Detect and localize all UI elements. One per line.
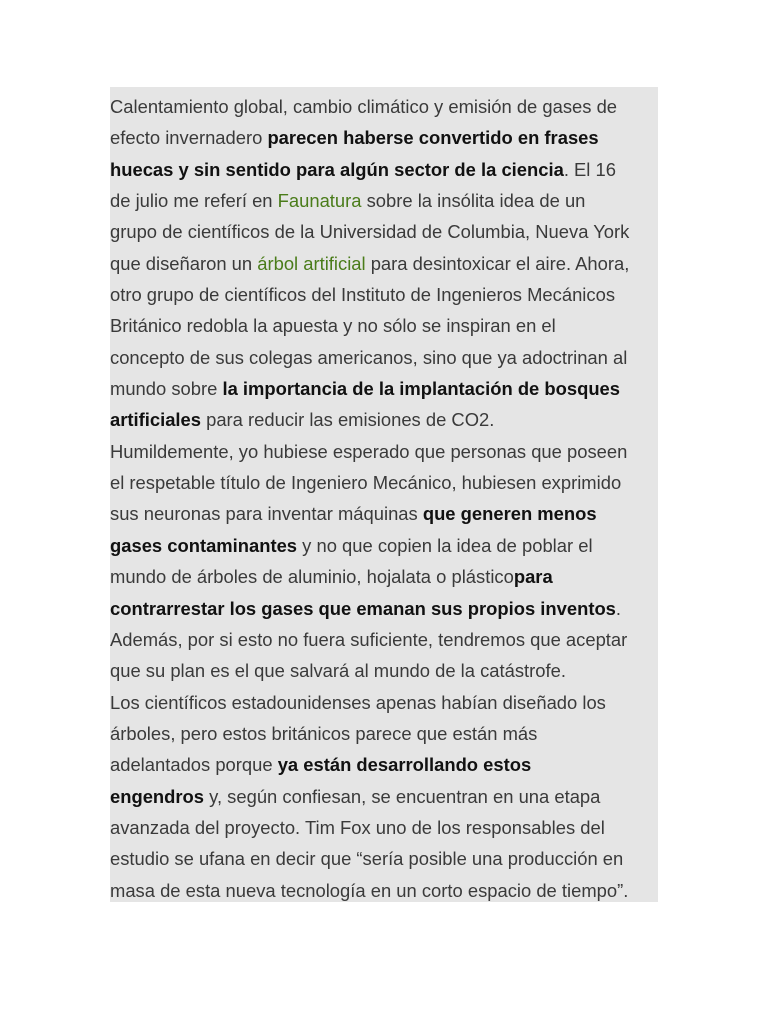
text-segment: otro grupo de científicos del Instituto de Ingenieros Mecánicos [110, 284, 616, 306]
text-line [110, 342, 658, 373]
text-segment: Calentamiento global, cambio climático y emisión de gases de [110, 96, 618, 117]
text-line [110, 843, 658, 874]
text-segment: masa de esta nueva tecnología en un corto espacio de tiempo”. [110, 879, 629, 901]
text-line [110, 373, 658, 404]
text-segment: estudio se ufana en decir que “sería posible una producción en [110, 848, 624, 870]
text-line [110, 561, 658, 592]
text-segment: árboles, pero estos británicos parece que están más [110, 722, 538, 744]
text-line [110, 781, 658, 812]
text-segment: adelantados porque [110, 754, 278, 776]
bold-text: la importancia de la implantación de bosques [222, 378, 621, 400]
text-line [110, 624, 658, 655]
bold-text: para [513, 566, 553, 588]
text-segment: . El 16 [563, 158, 616, 180]
text-line [110, 749, 658, 780]
text-line [110, 436, 658, 467]
text-segment: Además, por si esto no fuera suficiente, tendremos que aceptar [110, 628, 628, 650]
bold-text: ya están desarrollando estos [277, 754, 532, 776]
text-segment: . [615, 597, 622, 619]
text-line [110, 687, 658, 718]
text-segment: el respetable título de Ingeniero Mecánico, hubiesen exprimido [110, 472, 622, 494]
text-line [110, 812, 658, 843]
bold-text: parecen haberse convertido en frases [267, 127, 599, 149]
text-segment: sobre la insólita idea de un [361, 190, 586, 212]
text-line [110, 467, 658, 498]
text-segment: avanzada del proyecto. Tim Fox uno de los responsables del [110, 816, 605, 838]
bold-text: contrarrestar los gases que emanan sus propios inventos [110, 597, 616, 619]
text-line [110, 248, 658, 279]
text-segment: sus neuronas para inventar máquinas [110, 503, 423, 525]
text-line [110, 875, 658, 906]
text-segment: concepto de sus colegas americanos, sino que ya adoctrinan al [110, 346, 628, 368]
text-segment: mundo sobre [110, 378, 223, 400]
text-line [110, 185, 658, 216]
article-text-block [110, 87, 658, 902]
text-link[interactable]: Faunatura [277, 190, 362, 212]
text-segment: efecto invernadero [110, 127, 268, 149]
text-line [110, 279, 658, 310]
text-segment: y no que copien la idea de poblar el [297, 534, 593, 556]
text-segment: mundo de árboles de aluminio, hojalata o plástico [110, 566, 514, 588]
text-line [110, 154, 658, 185]
text-segment: Británico redobla la apuesta y no sólo se inspiran en el [110, 315, 556, 337]
text-line [110, 216, 658, 247]
text-segment: que diseñaron un [110, 252, 258, 274]
text-segment: grupo de científicos de la Universidad de Columbia, Nueva York [110, 221, 630, 243]
text-line [110, 404, 658, 435]
text-segment: Humildemente, yo hubiese esperado que personas que poseen [110, 440, 628, 462]
text-link[interactable]: árbol artificial [257, 252, 366, 274]
text-segment: para desintoxicar el aire. Ahora, [365, 252, 630, 274]
text-segment: para reducir las emisiones de CO2. [200, 409, 495, 431]
text-line [110, 91, 658, 122]
text-line [110, 498, 658, 529]
text-line [110, 530, 658, 561]
text-line [110, 718, 658, 749]
bold-text: engendros [110, 785, 205, 807]
text-line [110, 593, 658, 624]
bold-text: artificiales [110, 409, 201, 431]
bold-text: que generen menos [422, 503, 597, 525]
text-line [110, 310, 658, 341]
bold-text: huecas y sin sentido para algún sector de la ciencia [110, 158, 564, 180]
text-line [110, 655, 658, 686]
bold-text: gases contaminantes [110, 534, 298, 556]
text-segment: Los científicos estadounidenses apenas habían diseñado los [110, 691, 606, 713]
text-segment: de julio me referí en [110, 190, 278, 212]
text-segment: y, según confiesan, se encuentran en una etapa [204, 785, 601, 807]
text-segment: que su plan es el que salvará al mundo de la catástrofe. [110, 660, 566, 682]
text-line [110, 122, 658, 153]
